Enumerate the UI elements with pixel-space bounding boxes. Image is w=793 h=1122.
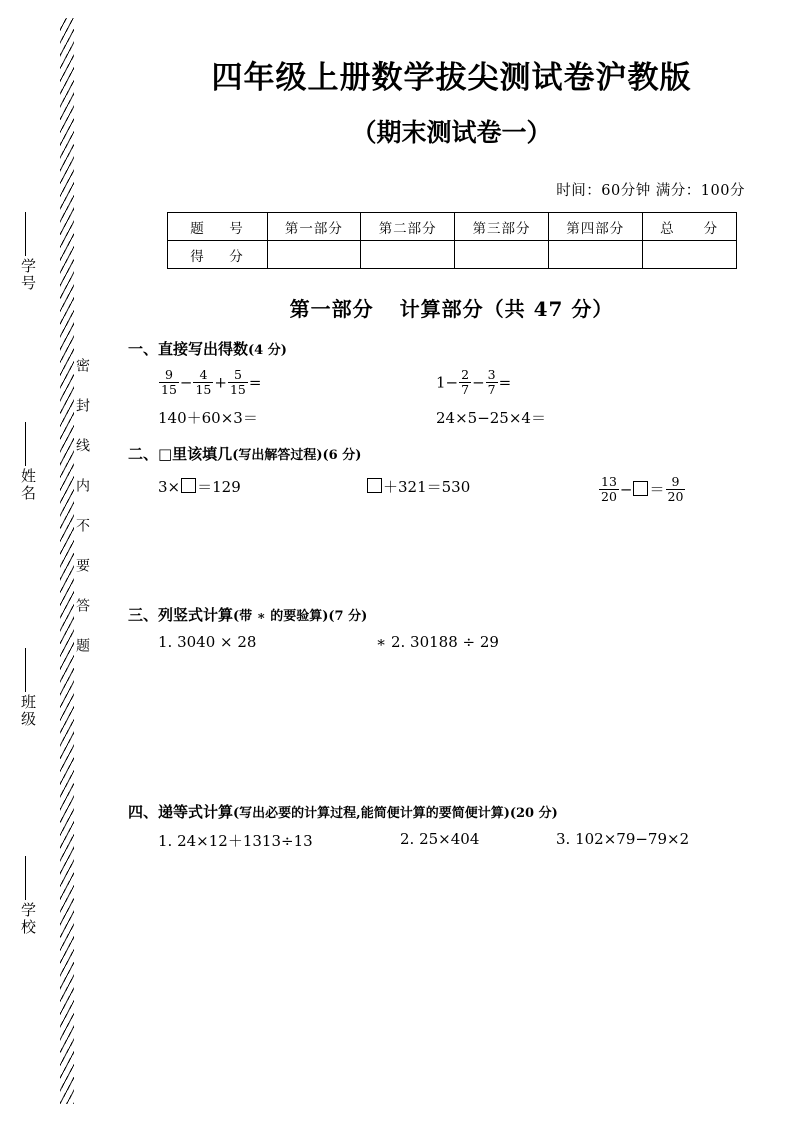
- field-name: 姓名: [19, 468, 37, 502]
- exam-sheet: [110, 0, 793, 1122]
- work-space-section-4[interactable]: [110, 854, 793, 964]
- section-1-label: 一、直接写出得数: [128, 340, 249, 358]
- section-3-row: [150, 633, 793, 657]
- question-item: 3× ＝129: [158, 478, 241, 496]
- left-margin-strip: [0, 0, 110, 1122]
- section-3-score: (带 ∗ 的要验算)(7 分): [233, 609, 368, 624]
- score-table: [167, 212, 737, 269]
- section-4-label: 四、递等式计算: [128, 803, 234, 821]
- section-1-row-1: [150, 369, 793, 403]
- score-cell[interactable]: [548, 241, 642, 269]
- time-and-score-note: 时间：60分钟 满分：100分: [556, 183, 745, 199]
- table-row: [167, 241, 736, 269]
- question-item: 1. 24×12＋1313÷13: [158, 832, 313, 850]
- field-school-line: [25, 856, 26, 900]
- section-2-row: [150, 476, 793, 512]
- field-school: 学校: [19, 902, 37, 936]
- field-name-line: [25, 422, 26, 466]
- section-2-score: (写出解答过程)(6 分): [232, 448, 362, 463]
- section-3-label: 三、列竖式计算: [128, 606, 234, 624]
- answer-box[interactable]: [633, 481, 648, 496]
- field-student-id: 学号: [19, 258, 37, 292]
- section-4-score: (写出必要的计算过程,能简便计算的要简便计算)(20 分): [233, 806, 558, 821]
- question-item: 1. 3040 × 28: [158, 633, 257, 651]
- score-table-header-cell: 第二部分: [361, 213, 455, 241]
- work-space-section-2[interactable]: [110, 512, 793, 582]
- question-item: 140＋60×3＝: [158, 409, 258, 427]
- field-class: 班级: [19, 694, 37, 728]
- part-one-heading-left: 第一部分: [289, 297, 374, 321]
- question-item: 2. 25×404: [400, 830, 480, 848]
- field-class-line: [25, 648, 26, 692]
- field-student-id-line: [25, 212, 26, 256]
- section-1-score: (4 分): [248, 343, 287, 358]
- section-2-title: [128, 443, 793, 464]
- section-1-row-2: [150, 407, 793, 431]
- question-item: $\frac{9}{15}$ − $\frac{4}{15}$ + $\frac{5}{15}$ =: [161, 367, 262, 397]
- table-row: [167, 213, 736, 241]
- page-subtitle: （期末测试卷一）: [351, 118, 552, 147]
- score-table-row-label: 题 号: [167, 213, 267, 241]
- section-3-title: [128, 604, 793, 625]
- work-space-section-3[interactable]: [110, 657, 793, 767]
- question-item: $\frac{13}{20}$ − ＝ $\frac{9}{20}$: [601, 474, 684, 504]
- answer-box[interactable]: [181, 478, 196, 493]
- question-item: ＋321＝530: [366, 476, 470, 497]
- section-4-title: [128, 801, 793, 822]
- score-cell[interactable]: [361, 241, 455, 269]
- question-item: 1− $\frac{2}{7}$ − $\frac{3}{7}$ =: [436, 367, 512, 397]
- part-one-heading: [110, 293, 793, 322]
- section-1-title: [128, 338, 793, 359]
- score-table-header-cell: 第四部分: [548, 213, 642, 241]
- score-table-header-cell: 总 分: [642, 213, 736, 241]
- answer-box[interactable]: [367, 478, 382, 493]
- seal-text: 密封线内不要答题: [74, 358, 90, 678]
- part-one-heading-right: 计算部分（共 47 分）: [399, 297, 614, 321]
- score-table-row-label: 得 分: [167, 241, 267, 269]
- score-table-header-cell: 第三部分: [455, 213, 549, 241]
- score-cell[interactable]: [455, 241, 549, 269]
- score-table-header-cell: 第一部分: [267, 213, 361, 241]
- score-cell[interactable]: [642, 241, 736, 269]
- question-item: 24×5−25×4＝: [436, 409, 546, 427]
- section-4-row: [150, 830, 793, 854]
- score-cell[interactable]: [267, 241, 361, 269]
- page-title: 四年级上册数学拔尖测试卷沪教版: [211, 60, 692, 96]
- question-item: ∗ 2. 30188 ÷ 29: [376, 633, 499, 651]
- question-item: 3. 102×79−79×2: [556, 830, 690, 848]
- section-2-label: 二、□里该填几: [128, 445, 233, 463]
